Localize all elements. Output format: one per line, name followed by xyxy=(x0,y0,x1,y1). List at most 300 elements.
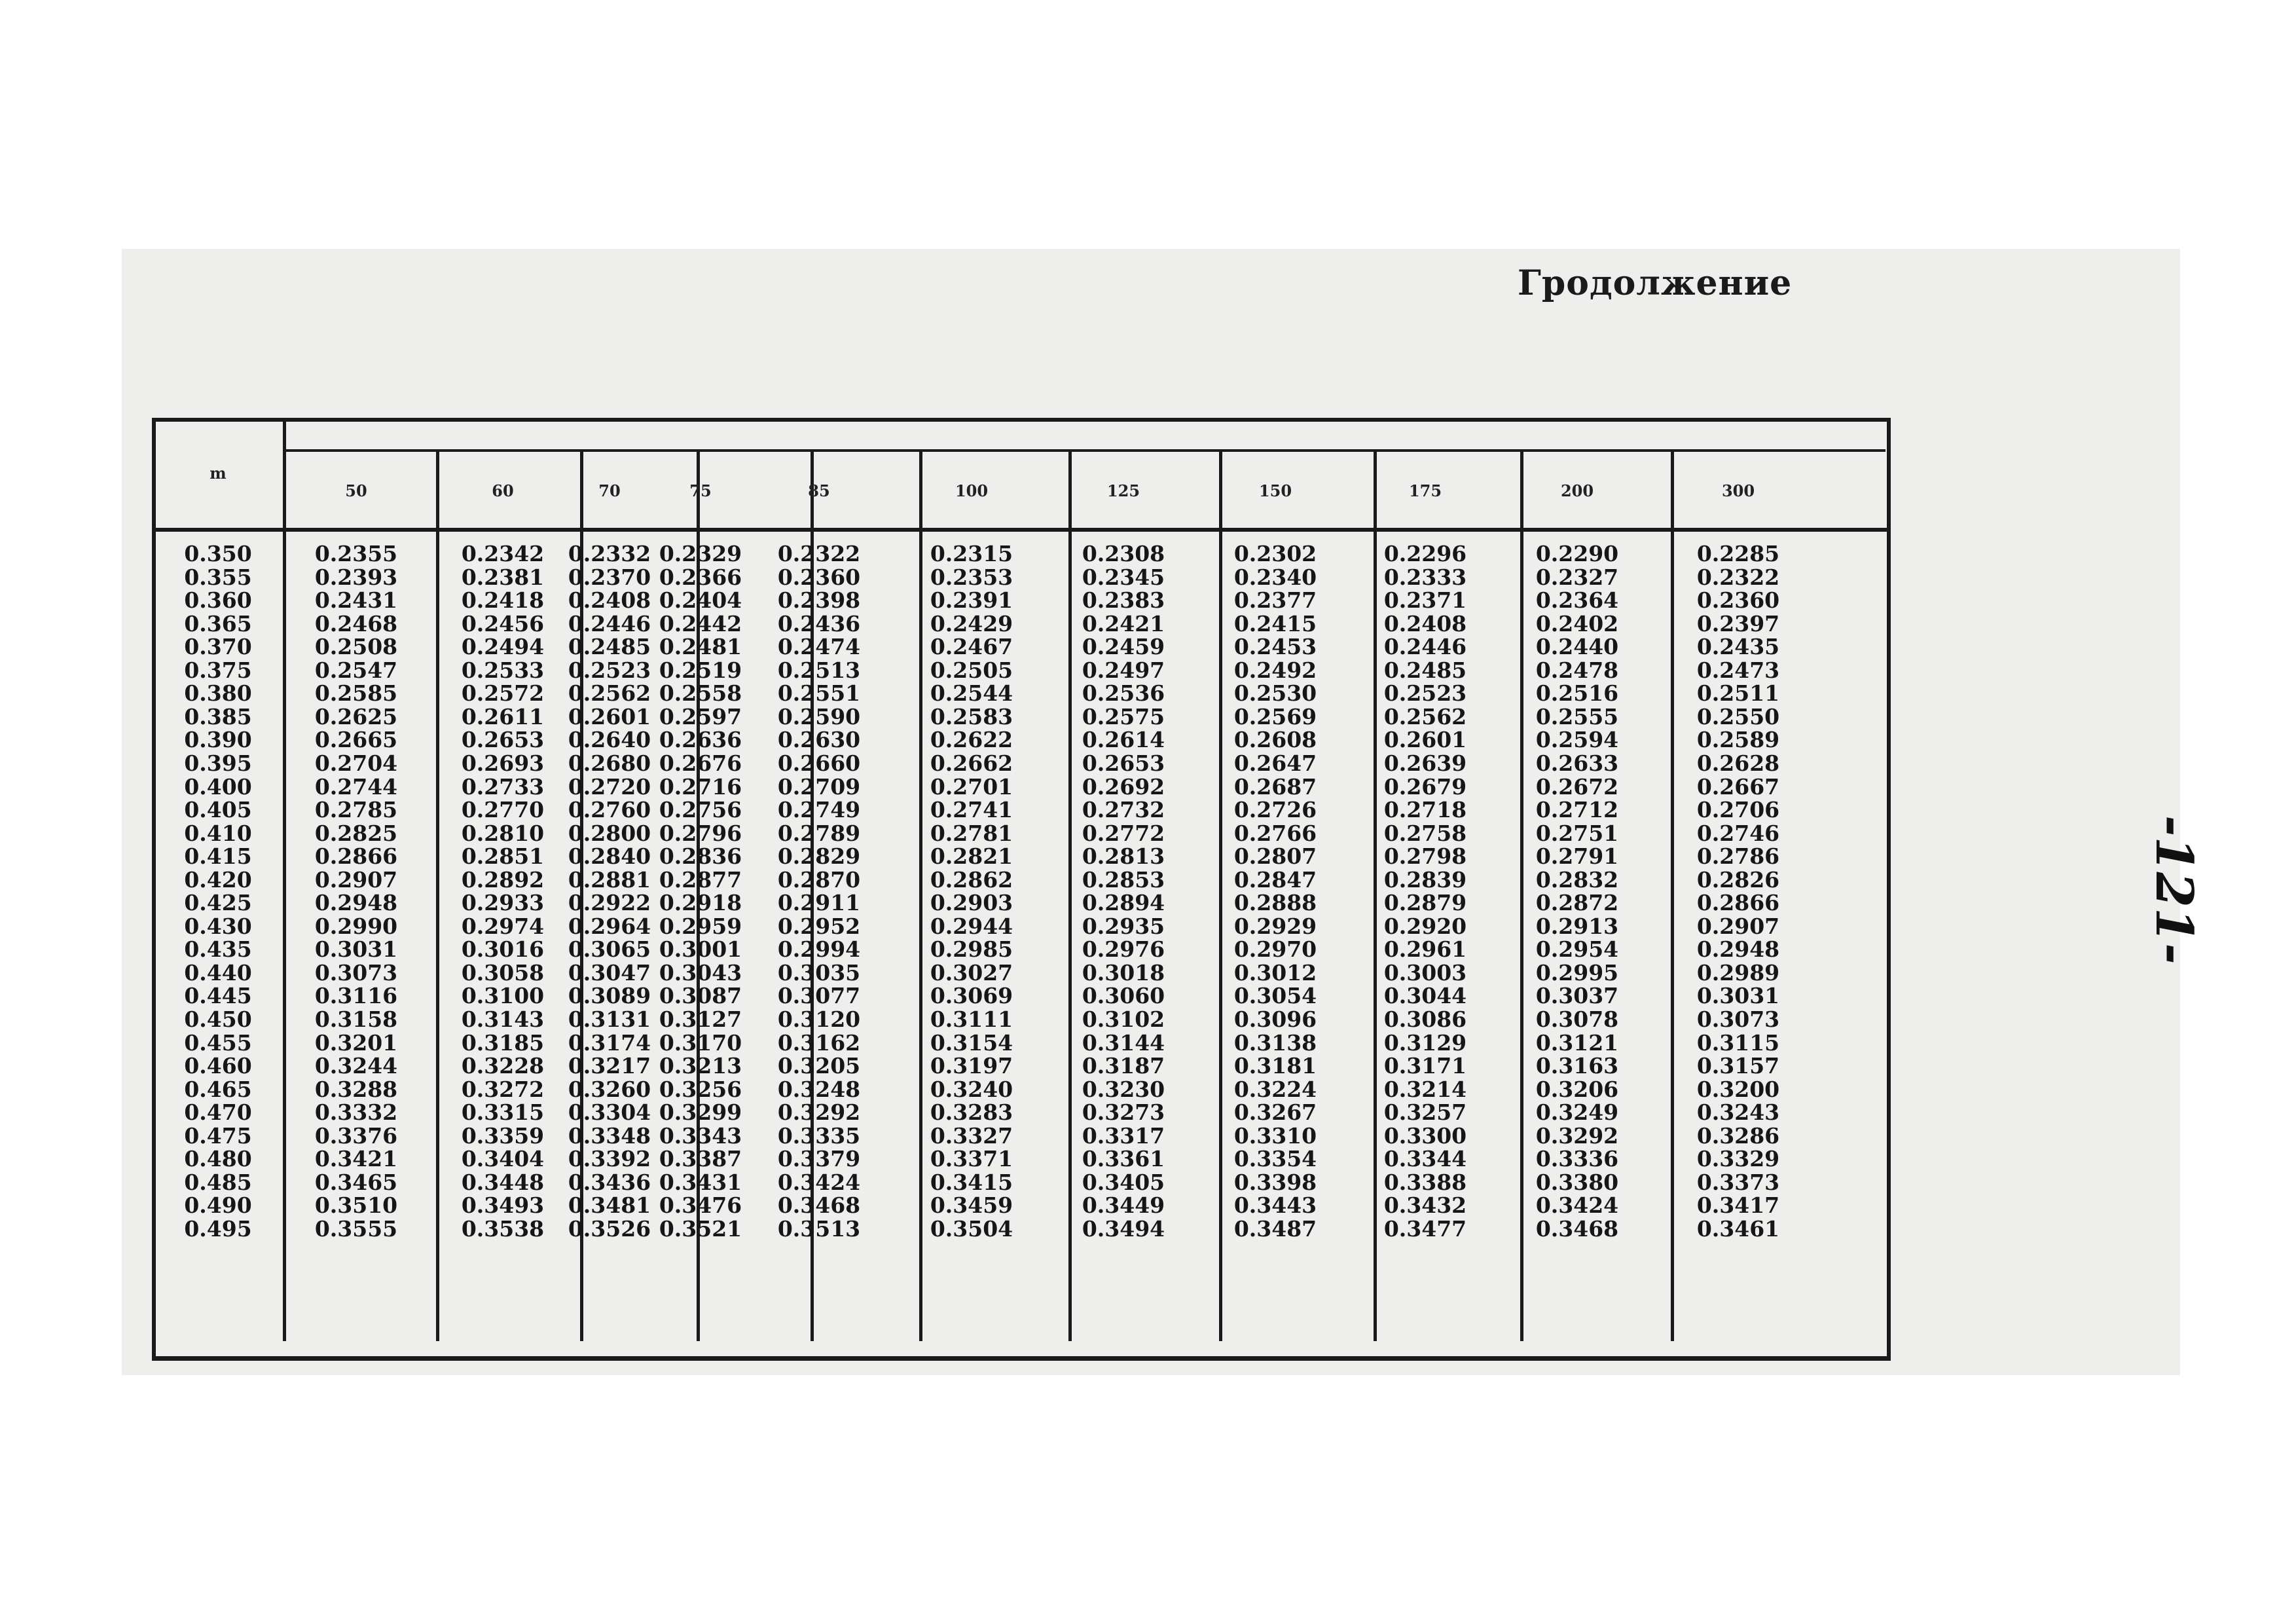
table-cell: 0.3348 xyxy=(568,1122,651,1149)
table-cell: 0.2583 xyxy=(930,703,1013,729)
table-cell: 0.3404 xyxy=(461,1146,545,1172)
table-cell: 0.2888 xyxy=(1233,890,1317,916)
table-cell: 0.3031 xyxy=(314,936,398,963)
table-cell: 0.3292 xyxy=(1535,1122,1619,1149)
table-cell: 0.2622 xyxy=(930,727,1013,753)
table-cell: 0.2851 xyxy=(461,843,545,870)
table-cell: 0.2601 xyxy=(568,703,651,729)
table-cell: 0.2935 xyxy=(1082,913,1165,939)
table-cell: 0.2929 xyxy=(1233,913,1317,939)
table-cell: 0.3493 xyxy=(461,1192,545,1219)
table-cell: 0.3116 xyxy=(314,983,398,1009)
table-cell: 0.3310 xyxy=(1233,1122,1317,1149)
table-cell: 0.2918 xyxy=(659,890,742,916)
table-cell: 0.3060 xyxy=(1082,983,1165,1009)
table-cell: 0.3327 xyxy=(930,1122,1013,1149)
table-cell: 0.3380 xyxy=(1535,1169,1619,1195)
table-cell: 0.2952 xyxy=(777,913,861,939)
table-cell: 0.3003 xyxy=(1383,959,1467,986)
table-cell: 0.2590 xyxy=(777,703,861,729)
table-cell: 0.3361 xyxy=(1082,1146,1165,1172)
table-cell: 0.3044 xyxy=(1383,983,1467,1009)
table-cell: 0.2415 xyxy=(1233,610,1317,637)
column-header: 125 xyxy=(1106,481,1140,500)
table-cell: 0.3476 xyxy=(659,1192,742,1219)
table-cell: 0.2431 xyxy=(314,587,398,614)
table-cell: 0.3012 xyxy=(1233,959,1317,986)
row-label: 0.355 xyxy=(184,564,252,590)
row-label: 0.495 xyxy=(184,1215,252,1242)
table-cell: 0.2572 xyxy=(461,680,545,707)
table-cell: 0.2562 xyxy=(1383,703,1467,729)
table-cell: 0.2667 xyxy=(1696,773,1780,800)
table-cell: 0.3001 xyxy=(659,936,742,963)
table-cell: 0.2467 xyxy=(930,634,1013,660)
table-cell: 0.3424 xyxy=(1535,1192,1619,1219)
table-cell: 0.3240 xyxy=(930,1076,1013,1102)
table-cell: 0.3379 xyxy=(777,1146,861,1172)
row-label: 0.420 xyxy=(184,866,252,893)
table-cell: 0.2911 xyxy=(777,890,861,916)
table-cell: 0.2944 xyxy=(930,913,1013,939)
table-cell: 0.2785 xyxy=(314,797,398,823)
table-cell: 0.2826 xyxy=(1696,866,1780,893)
table-cell: 0.2726 xyxy=(1233,797,1317,823)
row-label: 0.360 xyxy=(184,587,252,614)
row-label: 0.415 xyxy=(184,843,252,870)
table-cell: 0.3171 xyxy=(1383,1053,1467,1079)
row-label: 0.450 xyxy=(184,1006,252,1032)
row-label: 0.375 xyxy=(184,657,252,683)
table-cell: 0.3468 xyxy=(777,1192,861,1219)
table-cell: 0.2594 xyxy=(1535,727,1619,753)
table-cell: 0.3162 xyxy=(777,1029,861,1056)
table-cell: 0.2366 xyxy=(659,564,742,590)
table-cell: 0.2959 xyxy=(659,913,742,939)
table-cell: 0.2922 xyxy=(568,890,651,916)
table-cell: 0.2866 xyxy=(1696,890,1780,916)
table-cell: 0.2989 xyxy=(1696,959,1780,986)
row-label: 0.390 xyxy=(184,727,252,753)
table-cell: 0.3468 xyxy=(1535,1215,1619,1242)
table-cell: 0.2879 xyxy=(1383,890,1467,916)
table-cell: 0.3443 xyxy=(1233,1192,1317,1219)
table-cell: 0.3016 xyxy=(461,936,545,963)
table-cell: 0.2485 xyxy=(1383,657,1467,683)
table-cell: 0.2772 xyxy=(1082,820,1165,846)
table-cell: 0.2749 xyxy=(777,797,861,823)
table-cell: 0.2990 xyxy=(314,913,398,939)
table-cell: 0.2704 xyxy=(314,750,398,776)
table-cell: 0.2322 xyxy=(777,541,861,566)
table-cell: 0.3332 xyxy=(314,1099,398,1126)
table-cell: 0.3248 xyxy=(777,1076,861,1102)
table-cell: 0.3513 xyxy=(777,1215,861,1242)
table-cell: 0.2505 xyxy=(930,657,1013,683)
table-cell: 0.3398 xyxy=(1233,1169,1317,1195)
table-cell: 0.2913 xyxy=(1535,913,1619,939)
table-cell: 0.3127 xyxy=(659,1006,742,1032)
table-cell: 0.2391 xyxy=(930,587,1013,614)
column-header: 300 xyxy=(1721,481,1755,500)
table-cell: 0.3058 xyxy=(461,959,545,986)
table-cell: 0.3037 xyxy=(1535,983,1619,1009)
table-cell: 0.3432 xyxy=(1383,1192,1467,1219)
table-cell: 0.2744 xyxy=(314,773,398,800)
table-cell: 0.2329 xyxy=(659,541,742,566)
table-cell: 0.2839 xyxy=(1383,866,1467,893)
table-cell: 0.2446 xyxy=(1383,634,1467,660)
table-cell: 0.2741 xyxy=(930,797,1013,823)
table-cell: 0.3086 xyxy=(1383,1006,1467,1032)
table-cell: 0.3465 xyxy=(314,1169,398,1195)
table-cell: 0.3521 xyxy=(659,1215,742,1242)
table-cell: 0.2665 xyxy=(314,727,398,753)
table-cell: 0.3043 xyxy=(659,959,742,986)
row-label: 0.365 xyxy=(184,610,252,637)
table-cell: 0.3224 xyxy=(1233,1076,1317,1102)
table-cell: 0.2829 xyxy=(777,843,861,870)
table-cell: 0.2758 xyxy=(1383,820,1467,846)
row-label: 0.385 xyxy=(184,703,252,729)
table-cell: 0.3257 xyxy=(1383,1099,1467,1126)
table-cell: 0.2371 xyxy=(1383,587,1467,614)
table-cell: 0.3387 xyxy=(659,1146,742,1172)
row-label: 0.370 xyxy=(184,634,252,660)
table-cell: 0.2692 xyxy=(1082,773,1165,800)
table-cell: 0.2948 xyxy=(314,890,398,916)
table-cell: 0.3317 xyxy=(1082,1122,1165,1149)
table-cell: 0.2907 xyxy=(1696,913,1780,939)
table-cell: 0.2781 xyxy=(930,820,1013,846)
table-cell: 0.2381 xyxy=(461,564,545,590)
row-label: 0.470 xyxy=(184,1099,252,1126)
table-cell: 0.2408 xyxy=(1383,610,1467,637)
table-cell: 0.3376 xyxy=(314,1122,398,1149)
table-cell: 0.2440 xyxy=(1535,634,1619,660)
table-cell: 0.2340 xyxy=(1233,564,1317,590)
table-cell: 0.2530 xyxy=(1233,680,1317,707)
table-cell: 0.3206 xyxy=(1535,1076,1619,1102)
table-cell: 0.2630 xyxy=(777,727,861,753)
table-cell: 0.2751 xyxy=(1535,820,1619,846)
row-label: 0.350 xyxy=(184,541,252,566)
table-cell: 0.3214 xyxy=(1383,1076,1467,1102)
table-cell: 0.3477 xyxy=(1383,1215,1467,1242)
table-cell: 0.2813 xyxy=(1082,843,1165,870)
table-cell: 0.3217 xyxy=(568,1053,651,1079)
table-cell: 0.3102 xyxy=(1082,1006,1165,1032)
table-cell: 0.2894 xyxy=(1082,890,1165,916)
table-cell: 0.2611 xyxy=(461,703,545,729)
table-cell: 0.2853 xyxy=(1082,866,1165,893)
table-cell: 0.3329 xyxy=(1696,1146,1780,1172)
column-header: 150 xyxy=(1258,481,1292,500)
table-cell: 0.3448 xyxy=(461,1169,545,1195)
table-cell: 0.3121 xyxy=(1535,1029,1619,1056)
table-cell: 0.2961 xyxy=(1383,936,1467,963)
table-cell: 0.2679 xyxy=(1383,773,1467,800)
table-cell: 0.3154 xyxy=(930,1029,1013,1056)
table-cell: 0.2720 xyxy=(568,773,651,800)
table-cell: 0.3487 xyxy=(1233,1215,1317,1242)
table-cell: 0.2511 xyxy=(1696,680,1780,707)
table-cell: 0.2497 xyxy=(1082,657,1165,683)
table-cell: 0.2756 xyxy=(659,797,742,823)
table-cell: 0.2633 xyxy=(1535,750,1619,776)
table-cell: 0.3359 xyxy=(461,1122,545,1149)
table-cell: 0.3526 xyxy=(568,1215,651,1242)
table-cell: 0.3267 xyxy=(1233,1099,1317,1126)
table-cell: 0.2333 xyxy=(1383,564,1467,590)
table-cell: 0.3115 xyxy=(1696,1029,1780,1056)
table-cell: 0.2825 xyxy=(314,820,398,846)
table-cell: 0.2636 xyxy=(659,727,742,753)
table-cell: 0.2995 xyxy=(1535,959,1619,986)
table-cell: 0.2866 xyxy=(314,843,398,870)
row-label: 0.475 xyxy=(184,1122,252,1149)
table-cell: 0.2954 xyxy=(1535,936,1619,963)
table-cell: 0.2840 xyxy=(568,843,651,870)
table-cell: 0.3461 xyxy=(1696,1215,1780,1242)
table-cell: 0.2933 xyxy=(461,890,545,916)
table-cell: 0.2970 xyxy=(1233,936,1317,963)
table-cell: 0.3424 xyxy=(777,1169,861,1195)
table-cell: 0.3047 xyxy=(568,959,651,986)
table-cell: 0.2718 xyxy=(1383,797,1467,823)
table-cell: 0.3200 xyxy=(1696,1076,1780,1102)
table-cell: 0.3392 xyxy=(568,1146,651,1172)
table-cell: 0.3415 xyxy=(930,1169,1013,1195)
table-cell: 0.3181 xyxy=(1233,1053,1317,1079)
table-cell: 0.2377 xyxy=(1233,587,1317,614)
table-cell: 0.2459 xyxy=(1082,634,1165,660)
table-cell: 0.3343 xyxy=(659,1122,742,1149)
table-cell: 0.2355 xyxy=(314,541,398,566)
table-cell: 0.3187 xyxy=(1082,1053,1165,1079)
table-cell: 0.2555 xyxy=(1535,703,1619,729)
table-cell: 0.3131 xyxy=(568,1006,651,1032)
table-cell: 0.2513 xyxy=(777,657,861,683)
table-cell: 0.2625 xyxy=(314,703,398,729)
column-header: 70 xyxy=(598,481,621,500)
table-cell: 0.3100 xyxy=(461,983,545,1009)
table-cell: 0.2402 xyxy=(1535,610,1619,637)
page-number: -121- xyxy=(2144,815,2204,965)
table-cell: 0.2302 xyxy=(1233,541,1317,566)
table-cell: 0.2712 xyxy=(1535,797,1619,823)
table-cell: 0.2985 xyxy=(930,936,1013,963)
column-header: 85 xyxy=(808,481,830,500)
table-cell: 0.2903 xyxy=(930,890,1013,916)
table-cell: 0.2920 xyxy=(1383,913,1467,939)
table-cell: 0.3027 xyxy=(930,959,1013,986)
table-cell: 0.2418 xyxy=(461,587,545,614)
table-cell: 0.2701 xyxy=(930,773,1013,800)
table-cell: 0.2533 xyxy=(461,657,545,683)
table-cell: 0.2353 xyxy=(930,564,1013,590)
table-cell: 0.2519 xyxy=(659,657,742,683)
table-cell: 0.2322 xyxy=(1696,564,1780,590)
table-cell: 0.2468 xyxy=(314,610,398,637)
table-cell: 0.3213 xyxy=(659,1053,742,1079)
table-cell: 0.2383 xyxy=(1082,587,1165,614)
table-cell: 0.2421 xyxy=(1082,610,1165,637)
table-cell: 0.2558 xyxy=(659,680,742,707)
table-cell: 0.2327 xyxy=(1535,564,1619,590)
table-cell: 0.2473 xyxy=(1696,657,1780,683)
table-cell: 0.3344 xyxy=(1383,1146,1467,1172)
table-cell: 0.2870 xyxy=(777,866,861,893)
table-cell: 0.2474 xyxy=(777,634,861,660)
table-cell: 0.3288 xyxy=(314,1076,398,1102)
table-cell: 0.3157 xyxy=(1696,1053,1780,1079)
table-cell: 0.2481 xyxy=(659,634,742,660)
table-cell: 0.3201 xyxy=(314,1029,398,1056)
table-cell: 0.2872 xyxy=(1535,890,1619,916)
table-cell: 0.2766 xyxy=(1233,820,1317,846)
table-cell: 0.2508 xyxy=(314,634,398,660)
table-cell: 0.2550 xyxy=(1696,703,1780,729)
table-cell: 0.3143 xyxy=(461,1006,545,1032)
row-label: 0.400 xyxy=(184,773,252,800)
table-cell: 0.3304 xyxy=(568,1099,651,1126)
table-cell: 0.3244 xyxy=(314,1053,398,1079)
table-cell: 0.2732 xyxy=(1082,797,1165,823)
table-cell: 0.3111 xyxy=(930,1006,1013,1032)
table-cell: 0.3243 xyxy=(1696,1099,1780,1126)
table-cell: 0.2680 xyxy=(568,750,651,776)
table-cell: 0.3158 xyxy=(314,1006,398,1032)
table-cell: 0.2907 xyxy=(314,866,398,893)
table-cell: 0.2810 xyxy=(461,820,545,846)
table-cell: 0.3494 xyxy=(1082,1215,1165,1242)
table-cell: 0.2746 xyxy=(1696,820,1780,846)
table-cell: 0.2485 xyxy=(568,634,651,660)
column-header: 100 xyxy=(955,481,989,500)
row-label: 0.480 xyxy=(184,1146,252,1172)
table-cell: 0.3315 xyxy=(461,1099,545,1126)
table-cell: 0.2653 xyxy=(461,727,545,753)
table-cell: 0.2345 xyxy=(1082,564,1165,590)
table-cell: 0.3354 xyxy=(1233,1146,1317,1172)
table-cell: 0.2770 xyxy=(461,797,545,823)
table-cell: 0.3260 xyxy=(568,1076,651,1102)
table-cell: 0.2523 xyxy=(568,657,651,683)
table-cell: 0.2360 xyxy=(777,564,861,590)
table-cell: 0.2523 xyxy=(1383,680,1467,707)
table-cell: 0.2733 xyxy=(461,773,545,800)
table-cell: 0.2800 xyxy=(568,820,651,846)
table-cell: 0.3449 xyxy=(1082,1192,1165,1219)
table-cell: 0.3555 xyxy=(314,1215,398,1242)
table-cell: 0.2640 xyxy=(568,727,651,753)
table-cell: 0.2614 xyxy=(1082,727,1165,753)
row-label: 0.465 xyxy=(184,1076,252,1102)
column-header: 200 xyxy=(1560,481,1594,500)
table-cell: 0.3256 xyxy=(659,1076,742,1102)
table-cell: 0.3388 xyxy=(1383,1169,1467,1195)
table-cell: 0.2760 xyxy=(568,797,651,823)
table-cell: 0.2672 xyxy=(1535,773,1619,800)
table-cell: 0.3230 xyxy=(1082,1076,1165,1102)
table-cell: 0.2964 xyxy=(568,913,651,939)
table-cell: 0.2589 xyxy=(1696,727,1780,753)
table-cell: 0.3035 xyxy=(777,959,861,986)
table-cell: 0.2798 xyxy=(1383,843,1467,870)
table-cell: 0.3065 xyxy=(568,936,651,963)
table-cell: 0.2709 xyxy=(777,773,861,800)
table-cell: 0.2393 xyxy=(314,564,398,590)
table-cell: 0.2653 xyxy=(1082,750,1165,776)
table-cell: 0.2676 xyxy=(659,750,742,776)
table-cell: 0.2948 xyxy=(1696,936,1780,963)
column-header: 175 xyxy=(1408,481,1442,500)
table-cell: 0.2332 xyxy=(568,541,651,566)
table-cell: 0.3163 xyxy=(1535,1053,1619,1079)
table-cell: 0.2315 xyxy=(930,541,1013,566)
table-cell: 0.2647 xyxy=(1233,750,1317,776)
table-cell: 0.2976 xyxy=(1082,936,1165,963)
table-cell: 0.2544 xyxy=(930,680,1013,707)
table-cell: 0.2628 xyxy=(1696,750,1780,776)
row-label: 0.425 xyxy=(184,890,252,916)
table-cell: 0.3087 xyxy=(659,983,742,1009)
table-cell: 0.3069 xyxy=(930,983,1013,1009)
row-label: 0.435 xyxy=(184,936,252,963)
table-cell: 0.3205 xyxy=(777,1053,861,1079)
table-cell: 0.3170 xyxy=(659,1029,742,1056)
table-cell: 0.3185 xyxy=(461,1029,545,1056)
table-cell: 0.3138 xyxy=(1233,1029,1317,1056)
table-cell: 0.2881 xyxy=(568,866,651,893)
table-cell: 0.2408 xyxy=(568,587,651,614)
table-cell: 0.2575 xyxy=(1082,703,1165,729)
table-cell: 0.2562 xyxy=(568,680,651,707)
table-cell: 0.2789 xyxy=(777,820,861,846)
row-label: 0.440 xyxy=(184,959,252,986)
table-cell: 0.2547 xyxy=(314,657,398,683)
table-cell: 0.2786 xyxy=(1696,843,1780,870)
table-cell: 0.2569 xyxy=(1233,703,1317,729)
column-header: 60 xyxy=(492,481,514,500)
table-cell: 0.3073 xyxy=(314,959,398,986)
table-cell: 0.3228 xyxy=(461,1053,545,1079)
table-cell: 0.2397 xyxy=(1696,610,1780,637)
table-cell: 0.2492 xyxy=(1233,657,1317,683)
table-cell: 0.2662 xyxy=(930,750,1013,776)
table-cell: 0.3299 xyxy=(659,1099,742,1126)
continuation-heading: Гродолжение xyxy=(1518,263,1793,303)
table-cell: 0.3336 xyxy=(1535,1146,1619,1172)
table-cell: 0.2436 xyxy=(777,610,861,637)
table-cell: 0.2807 xyxy=(1233,843,1317,870)
table-cell: 0.3054 xyxy=(1233,983,1317,1009)
table-cell: 0.3249 xyxy=(1535,1099,1619,1126)
table-cell: 0.2585 xyxy=(314,680,398,707)
table-cell: 0.2551 xyxy=(777,680,861,707)
column-header: 75 xyxy=(689,481,712,500)
table-cell: 0.2494 xyxy=(461,634,545,660)
row-label: 0.460 xyxy=(184,1053,252,1079)
table-cell: 0.2296 xyxy=(1383,541,1467,566)
table-cell: 0.2453 xyxy=(1233,634,1317,660)
table-cell: 0.2536 xyxy=(1082,680,1165,707)
row-label: 0.455 xyxy=(184,1029,252,1056)
table-cell: 0.2478 xyxy=(1535,657,1619,683)
table-cell: 0.3174 xyxy=(568,1029,651,1056)
table-cell: 0.3286 xyxy=(1696,1122,1780,1149)
